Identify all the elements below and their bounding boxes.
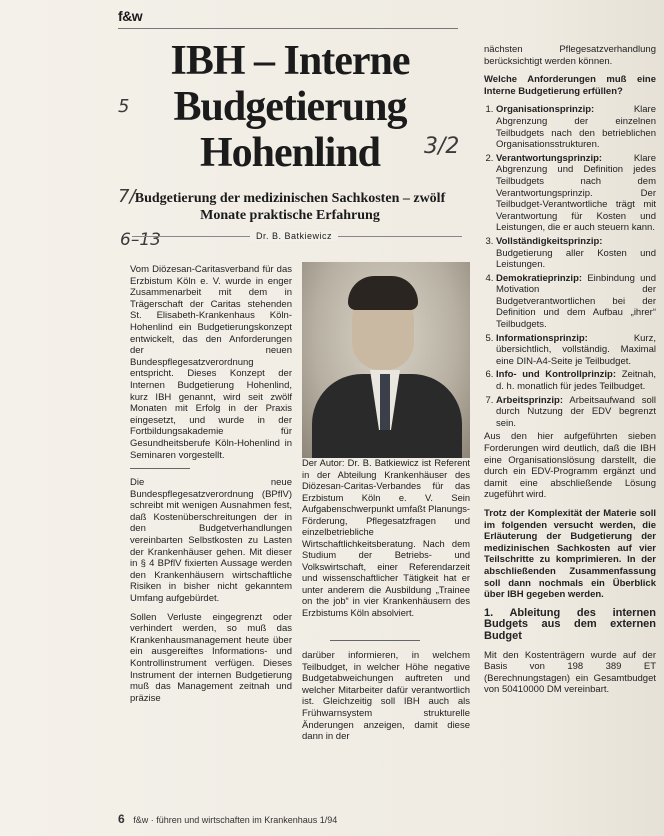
article-subtitle: Budgetierung der medizinischen Sachkosten – zwölf Monate praktische Erfahrung bbox=[134, 191, 446, 223]
principle-item: 7. Arbeitsprinzip: Arbeitsaufwand soll durch Nutzung der EDV begrenzt sein. bbox=[496, 395, 656, 430]
principle-item: 4. Demokratieprinzip: Einbindung und Motivation der Budgetverantwortlichen bei der Definition und dem Aufbau „ihrer“ Teilbudgets. bbox=[496, 273, 656, 331]
handwritten-margin-mark: 5 bbox=[118, 96, 130, 117]
title-line-2: Budgetierung bbox=[173, 84, 407, 130]
principle-item: 2. Verantwortungsprinzip: Klare Abgrenzung und Definition jedes Teilbudgets nach dem Verantwortungsprinzip. Der Teilbudget-Verantwortliche trägt mit Verantwortung für Kosten und Leistungen, die er auch steuern kann. bbox=[496, 153, 656, 234]
page-number: 6 bbox=[118, 812, 125, 826]
principle-item: 5. Informationsprinzip: Kurz, übersichtlich, vollständig. Maximal eine DIN-A4-Seite je Teilbudget. bbox=[496, 333, 656, 368]
principle-item: 3. Vollständigkeitsprinzip: Budgetierung aller Kosten und Leistungen. bbox=[496, 236, 656, 271]
article-title bbox=[120, 38, 460, 176]
section-text: Mit den Kostenträgern wurde auf der Basis von 198 389 ET (Berechnungstagen) ein Gesamtbudget von 50410000 DM vereinbart. bbox=[484, 649, 656, 696]
page-footer bbox=[118, 812, 337, 826]
section-heading: 1. Ableitung des internen Budgets aus dem externen Budget bbox=[484, 606, 656, 642]
handwritten-margin-mark-2: 7/ bbox=[118, 186, 136, 207]
column-1 bbox=[130, 264, 292, 711]
paragraph-management: Sollen Verluste eingegrenzt oder verhindert werden, so muß das Krankenhausmanagement heute über ein ausgereiftes Informations- und Kontrollinstrument verfügen. Dieses Instrument der internen Budgetierung muß das Management zeitnah und präzise bbox=[130, 611, 292, 704]
header-rule bbox=[118, 28, 458, 29]
caption-separator bbox=[330, 640, 420, 641]
column-separator bbox=[130, 468, 190, 469]
photo-caption: Der Autor: Dr. B. Batkiewicz ist Referent in der Abteilung Krankenhäuser des Diözesan-Caritas-Verbandes für das Erzbistum Köln e. V. Sein Aufgabenschwerpunkt umfaßt Planungs-Förderung, Pflegesatzfragen und einzelbetriebliche Wirtschaftlichkeitsberatung. Nach dem Studium der Betriebs- und Volkswirtschaft, einer Referendarzeit und wissenschaftlicher Tätigkeit hat er unter anderem die Ausbildung „Trainee on the job“ in vier Krankenhäusern des Erzbistums Köln absolviert. bbox=[302, 458, 470, 618]
handwritten-page-ref: 3/2 bbox=[424, 134, 460, 159]
column-2-continuation: darüber informieren, in welchem Teilbudget, in welcher Höhe negative Budgetabweichungen auftreten und welcher Mitarbeiter dafür verantwortlich ist. Gleichzeitig soll IBH auch als Frühwarnsystem strukturelle Änderungen anzeigen, damit diese dann in der bbox=[302, 650, 470, 743]
author-photo bbox=[302, 262, 470, 458]
paragraph-bpflv: Die neue Bundespflegesatzverordnung (BPflV) schreibt mit wenigen Ausnahmen fest, daß Kostenüberschreitungen der in den Budgetverhandlungen vereinbarten Selbstkosten zu Lasten der Krankenhäuser gehen. Mit dieser in § 4 BPflV fixierten Aussage werden den Krankenhäusern wirtschaftliche Risiken in bisher nicht gekanntem Umfang aufgebürdet. bbox=[130, 477, 292, 605]
intro-paragraph: Vom Diözesan-Caritasverband für das Erzbistum Köln e. V. wurde in enger Zusammenarbeit mit dem in Trägerschaft der Caritas stehenden St. Elisabeth-Krankenhaus Köln-Hohenlind ein Budgetierungskonzept entwickelt, das den Anforderungen der neuen Bundespflegesatzverordnung entspricht. Dieses Konzept der Internen Budgetierung Hohenlind, kurz IBH genannt, wird seit zwölf Monaten mit Erfolg in der Praxis eingesetzt, und wurde in der Fortbildungsakademie für Gesundheitsberufe Köln-Hohenlind in Seminaren vorgestellt. bbox=[130, 264, 292, 461]
principle-item: 1. Organisationsprinzip: Klare Abgrenzung der einzelnen Teilbudgets nach den betrieblichen Organisationsstrukturen. bbox=[496, 104, 656, 150]
requirements-question: Welche Anforderungen muß eine Interne Budgetierung erfüllen? bbox=[484, 74, 656, 97]
title-line-1: IBH – Interne bbox=[170, 38, 410, 84]
principle-item: 6. Info- und Kontrollprinzip: Zeitnah, d. h. monatlich für jedes Teilbudget. bbox=[496, 369, 656, 392]
right-intro: nächsten Pflegesatzverhandlung berücksichtigt werden können. bbox=[484, 44, 656, 67]
handwritten-page-range: 6–13 bbox=[120, 230, 161, 250]
title-line-3: Hohenlind bbox=[199, 130, 381, 176]
journal-reference: f&w · führen und wirtschaften im Krankenhaus 1/94 bbox=[133, 815, 338, 825]
column-3 bbox=[484, 44, 656, 703]
journal-logo: f&w bbox=[118, 8, 143, 24]
author-name: Dr. B. Batkiewicz bbox=[250, 231, 338, 241]
paragraph-complexity: Trotz der Komplexität der Materie soll im folgenden versucht werden, die Erläuterung der Budgetierung der medizinischen Sachkosten auf vier Teilschritte zu komprimieren. In der abschließenden Zusammenfassung soll dann nochmals ein Überblick über IBH gegeben werden. bbox=[484, 507, 656, 601]
paragraph-requirements-summary: Aus den hier aufgeführten sieben Forderungen wird deutlich, daß die IBH eine Organisationslösung darstellt, die durch ein EDV-Programm ergänzt und damit eine abschließende Lösung zugeführt wird. bbox=[484, 431, 656, 501]
principles-list bbox=[484, 104, 656, 429]
